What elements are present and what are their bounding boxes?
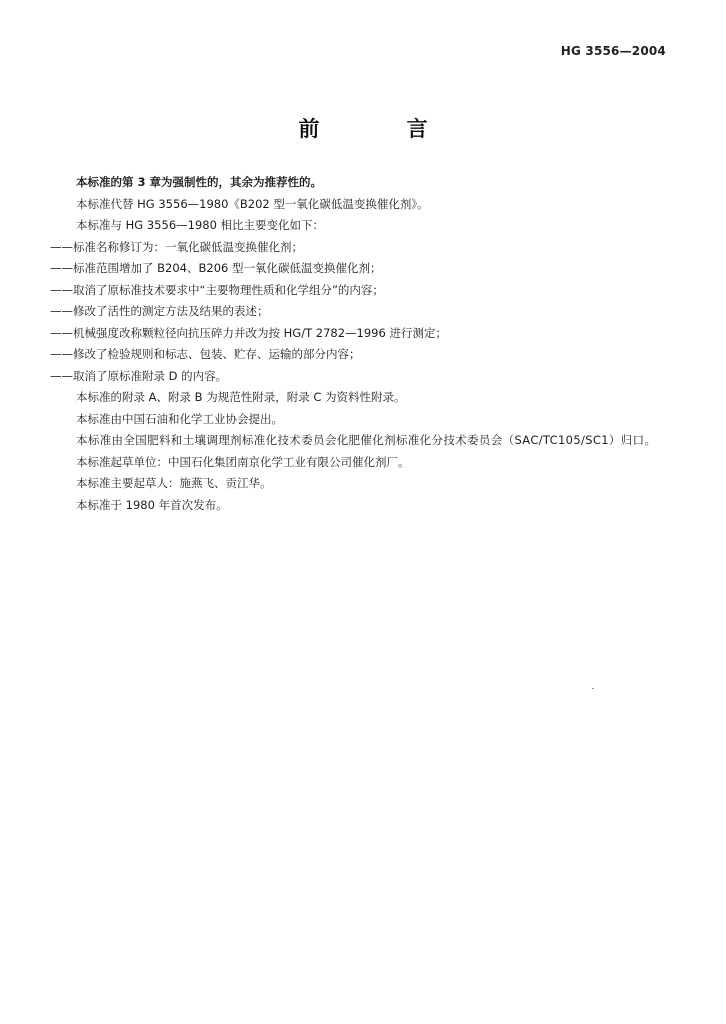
preface-paragraph-drafters: 本标准主要起草人：施燕飞、贡江华。 xyxy=(76,476,272,490)
preface-paragraph-changes-intro: 本标准与 HG 3556—1980 相比主要变化如下： xyxy=(76,218,325,232)
preface-paragraph-first-issued: 本标准于 1980 年首次发布。 xyxy=(76,497,228,512)
change-item-name: ——标准名称修订为：一氧化碳低温变换催化剂； xyxy=(50,239,303,254)
preface-paragraph-committee xyxy=(50,430,690,452)
change-item-inspection: ——修改了检验规则和标志、包装、贮存、运输的部分内容； xyxy=(50,347,361,361)
preface-paragraph-replaces: 本标准代替 HG 3556—1980《B202 型一氧化碳低温变换催化剂》。 xyxy=(76,196,429,211)
preface-paragraph-drafting-unit: 本标准起草单位：中国石化集团南京化学工业有限公司催化剂厂。 xyxy=(76,454,410,469)
committee-text: 本标准由全国肥料和土壤调理剂标准化技术委员会化肥催化剂标准化分技术委员会（SAC/TC105/SC1）归口。 xyxy=(76,433,657,447)
page-title: 前 言 xyxy=(298,117,468,141)
scan-speck xyxy=(592,688,594,689)
standard-code: HG 3556—2004 xyxy=(560,44,666,58)
preface-body xyxy=(50,172,690,516)
change-item-annex-d: ——取消了原标准附录 D 的内容。 xyxy=(50,368,228,383)
preface-paragraph-proposer: 本标准由中国石油和化学工业协会提出。 xyxy=(76,411,283,426)
change-item-activity: ——修改了活性的测定方法及结果的表述； xyxy=(50,304,269,318)
preface-paragraph-annexes: 本标准的附录 A、附录 B 为规范性附录，附录 C 为资料性附录。 xyxy=(76,390,406,404)
change-item-strength: ——机械强度改称颗粒径向抗压碎力并改为按 HG/T 2782—1996 进行测定； xyxy=(50,325,447,340)
preface-paragraph-mandatory: 本标准的第 3 章为强制性的，其余为推荐性的。 xyxy=(76,175,323,189)
change-item-requirements: ——取消了原标准技术要求中“主要物理性质和化学组分”的内容； xyxy=(50,282,384,297)
change-item-scope: ——标准范围增加了 B204、B206 型一氧化碳低温变换催化剂； xyxy=(50,261,382,275)
